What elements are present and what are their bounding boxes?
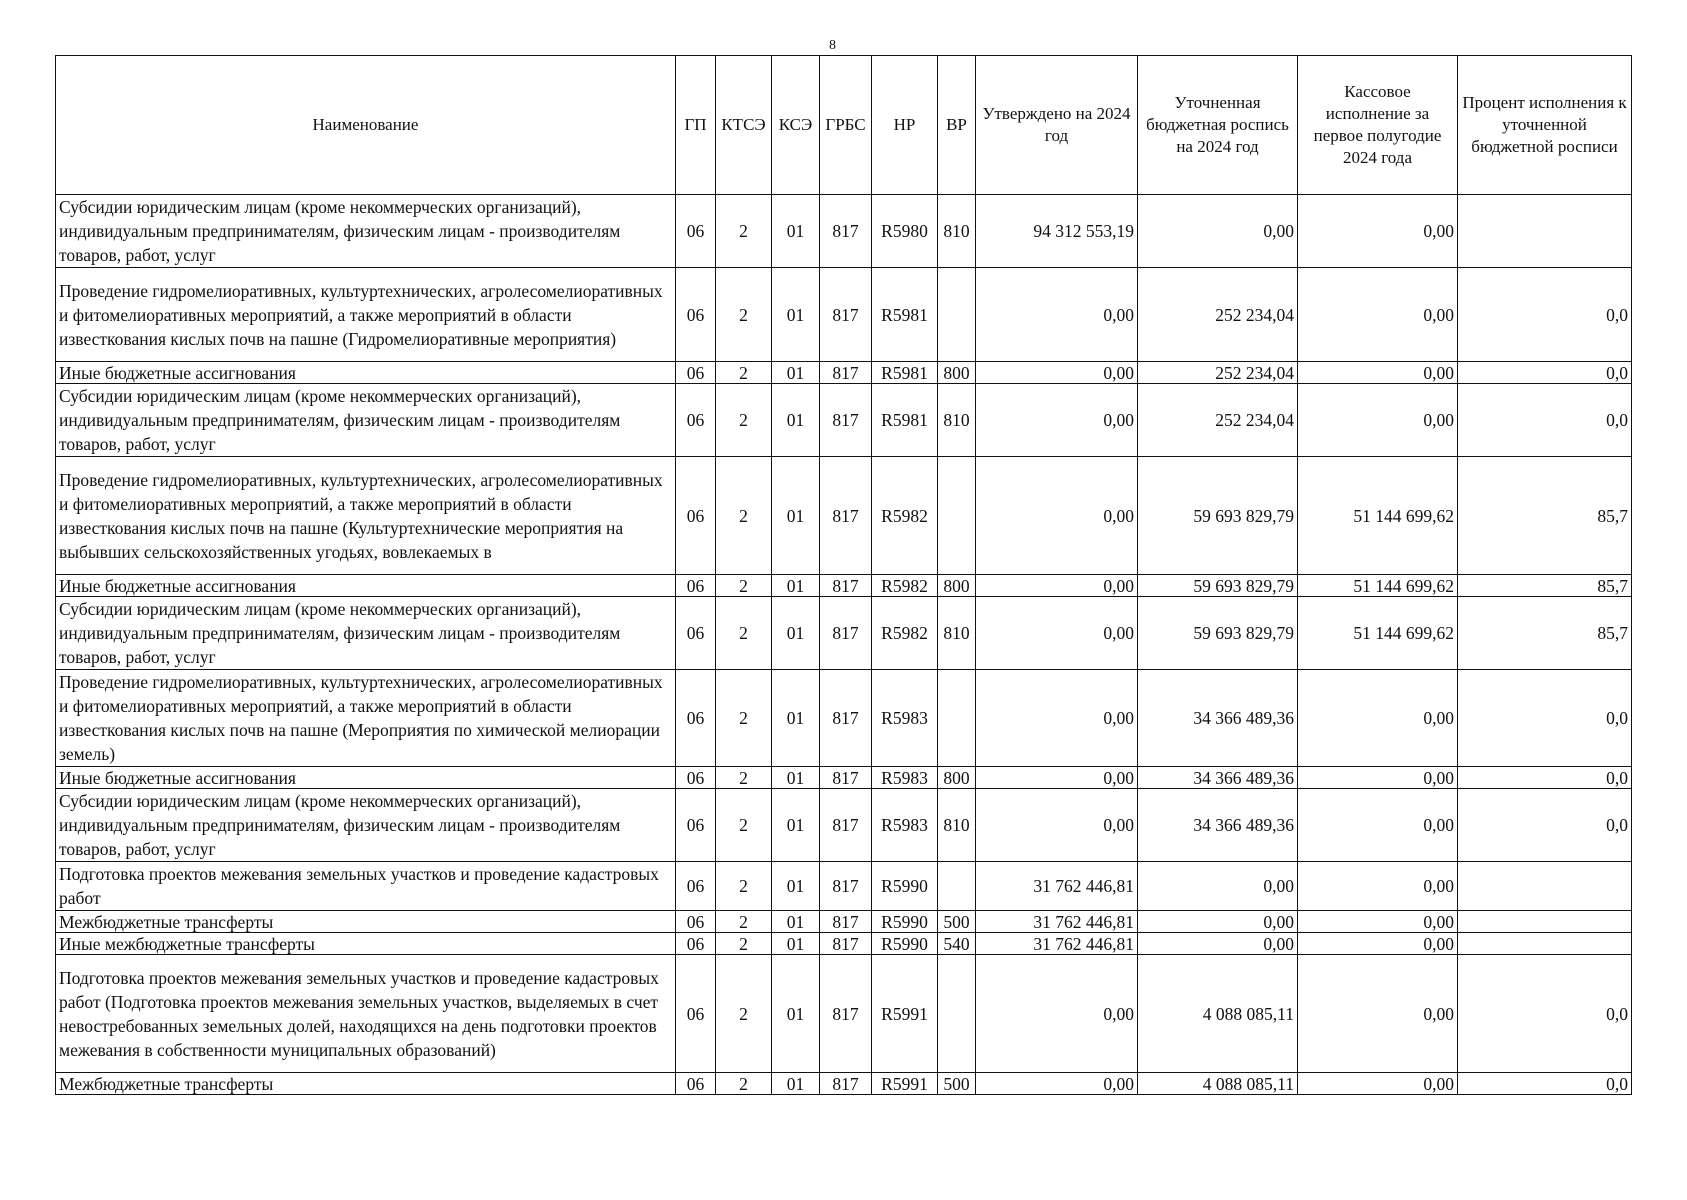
row-grbs-cell: 817	[820, 384, 872, 457]
row-approved-cell: 0,00	[976, 767, 1138, 789]
budget-execution-table	[55, 55, 1632, 1095]
row-percent-cell: 85,7	[1458, 457, 1632, 575]
row-gp-cell: 06	[676, 911, 716, 933]
row-kse-cell: 01	[772, 457, 820, 575]
table-row	[56, 597, 1632, 670]
row-kse-cell: 01	[772, 955, 820, 1073]
row-cash-cell: 51 144 699,62	[1298, 575, 1458, 597]
row-approved-cell: 0,00	[976, 362, 1138, 384]
row-gp-cell: 06	[676, 1073, 716, 1095]
table-row	[56, 457, 1632, 575]
row-cash-cell: 0,00	[1298, 789, 1458, 862]
row-approved-cell: 31 762 446,81	[976, 911, 1138, 933]
row-np-cell: R5983	[872, 767, 938, 789]
row-approved-cell: 0,00	[976, 575, 1138, 597]
row-percent-cell: 0,0	[1458, 384, 1632, 457]
row-grbs-cell: 817	[820, 362, 872, 384]
table-row	[56, 767, 1632, 789]
row-ktse-cell: 2	[716, 911, 772, 933]
column-header-kse: КСЭ	[772, 56, 820, 195]
table-row	[56, 789, 1632, 862]
row-ktse-cell: 2	[716, 597, 772, 670]
row-ktse-cell: 2	[716, 670, 772, 767]
row-name-cell: Субсидии юридическим лицам (кроме некоммерческих организаций), индивидуальным предпринимателям, физическим лицам - производителям товаров, работ, услуг	[56, 597, 676, 670]
row-ktse-cell: 2	[716, 362, 772, 384]
row-name-cell: Проведение гидромелиоративных, культуртехнических, агролесомелиоративных и фитомелиоративных мероприятий, а также мероприятий в области известкования кислых почв на пашне (Мероприятия по химической мелиорации земель)	[56, 670, 676, 767]
row-percent-cell: 85,7	[1458, 575, 1632, 597]
row-vr-cell: 810	[938, 384, 976, 457]
row-vr-cell: 800	[938, 767, 976, 789]
row-kse-cell: 01	[772, 789, 820, 862]
row-ktse-cell: 2	[716, 789, 772, 862]
row-grbs-cell: 817	[820, 767, 872, 789]
row-cash-cell: 51 144 699,62	[1298, 457, 1458, 575]
row-cash-cell: 0,00	[1298, 384, 1458, 457]
row-refined-cell: 59 693 829,79	[1138, 597, 1298, 670]
row-gp-cell: 06	[676, 384, 716, 457]
table-row	[56, 955, 1632, 1073]
row-percent-cell: 0,0	[1458, 268, 1632, 362]
row-refined-cell: 4 088 085,11	[1138, 1073, 1298, 1095]
row-np-cell: R5983	[872, 670, 938, 767]
row-vr-cell: 500	[938, 911, 976, 933]
row-refined-cell: 252 234,04	[1138, 362, 1298, 384]
column-header-ktse: КТСЭ	[716, 56, 772, 195]
row-cash-cell: 0,00	[1298, 1073, 1458, 1095]
table-row	[56, 384, 1632, 457]
table-row	[56, 933, 1632, 955]
row-vr-cell	[938, 862, 976, 911]
table-row	[56, 1073, 1632, 1095]
row-kse-cell: 01	[772, 911, 820, 933]
column-header-vr: ВР	[938, 56, 976, 195]
row-percent-cell	[1458, 195, 1632, 268]
row-percent-cell: 0,0	[1458, 1073, 1632, 1095]
row-ktse-cell: 2	[716, 268, 772, 362]
row-refined-cell: 34 366 489,36	[1138, 789, 1298, 862]
column-header-grbs: ГРБС	[820, 56, 872, 195]
row-vr-cell: 800	[938, 362, 976, 384]
row-percent-cell: 0,0	[1458, 362, 1632, 384]
row-vr-cell: 800	[938, 575, 976, 597]
row-np-cell: R5981	[872, 268, 938, 362]
row-vr-cell	[938, 268, 976, 362]
row-approved-cell: 0,00	[976, 789, 1138, 862]
row-kse-cell: 01	[772, 268, 820, 362]
row-cash-cell: 0,00	[1298, 767, 1458, 789]
row-vr-cell	[938, 955, 976, 1073]
row-ktse-cell: 2	[716, 195, 772, 268]
table-row	[56, 670, 1632, 767]
row-grbs-cell: 817	[820, 268, 872, 362]
row-kse-cell: 01	[772, 933, 820, 955]
row-approved-cell: 31 762 446,81	[976, 933, 1138, 955]
row-refined-cell: 4 088 085,11	[1138, 955, 1298, 1073]
row-name-cell: Межбюджетные трансферты	[56, 1073, 676, 1095]
row-vr-cell: 810	[938, 195, 976, 268]
column-header-percent: Процент исполнения к уточненной бюджетной росписи	[1458, 56, 1632, 195]
row-percent-cell	[1458, 911, 1632, 933]
row-ktse-cell: 2	[716, 767, 772, 789]
row-np-cell: R5982	[872, 575, 938, 597]
row-kse-cell: 01	[772, 384, 820, 457]
row-np-cell: R5990	[872, 911, 938, 933]
column-header-cash: Кассовое исполнение за первое полугодие 2024 года	[1298, 56, 1458, 195]
column-header-refined: Уточненная бюджетная роспись на 2024 год	[1138, 56, 1298, 195]
page-number: 8	[829, 38, 836, 53]
row-gp-cell: 06	[676, 195, 716, 268]
row-ktse-cell: 2	[716, 955, 772, 1073]
row-approved-cell: 0,00	[976, 457, 1138, 575]
row-gp-cell: 06	[676, 457, 716, 575]
row-approved-cell: 0,00	[976, 268, 1138, 362]
row-grbs-cell: 817	[820, 933, 872, 955]
row-refined-cell: 252 234,04	[1138, 384, 1298, 457]
table-row	[56, 911, 1632, 933]
row-grbs-cell: 817	[820, 862, 872, 911]
row-name-cell: Субсидии юридическим лицам (кроме некоммерческих организаций), индивидуальным предпринимателям, физическим лицам - производителям товаров, работ, услуг	[56, 195, 676, 268]
row-grbs-cell: 817	[820, 670, 872, 767]
row-grbs-cell: 817	[820, 955, 872, 1073]
row-refined-cell: 34 366 489,36	[1138, 767, 1298, 789]
row-cash-cell: 0,00	[1298, 268, 1458, 362]
row-refined-cell: 0,00	[1138, 933, 1298, 955]
table-row	[56, 362, 1632, 384]
row-cash-cell: 0,00	[1298, 911, 1458, 933]
row-grbs-cell: 817	[820, 575, 872, 597]
row-gp-cell: 06	[676, 933, 716, 955]
row-gp-cell: 06	[676, 767, 716, 789]
row-name-cell: Проведение гидромелиоративных, культуртехнических, агролесомелиоративных и фитомелиоративных мероприятий, а также мероприятий в области известкования кислых почв на пашне (Гидромелиоративные мероприятия)	[56, 268, 676, 362]
row-name-cell: Субсидии юридическим лицам (кроме некоммерческих организаций), индивидуальным предпринимателям, физическим лицам - производителям товаров, работ, услуг	[56, 789, 676, 862]
row-ktse-cell: 2	[716, 575, 772, 597]
row-cash-cell: 0,00	[1298, 195, 1458, 268]
row-np-cell: R5981	[872, 362, 938, 384]
row-grbs-cell: 817	[820, 789, 872, 862]
row-refined-cell: 59 693 829,79	[1138, 457, 1298, 575]
row-refined-cell: 34 366 489,36	[1138, 670, 1298, 767]
row-refined-cell: 59 693 829,79	[1138, 575, 1298, 597]
column-header-np: НР	[872, 56, 938, 195]
row-percent-cell: 0,0	[1458, 767, 1632, 789]
row-np-cell: R5991	[872, 1073, 938, 1095]
row-percent-cell	[1458, 933, 1632, 955]
row-name-cell: Подготовка проектов межевания земельных участков и проведение кадастровых работ (Подготовка проектов межевания земельных участков, выделяемых в счет невостребованных земельных долей, находящихся на день подготовки проектов межевания в собственности муниципальных образований)	[56, 955, 676, 1073]
row-name-cell: Подготовка проектов межевания земельных участков и проведение кадастровых работ	[56, 862, 676, 911]
row-cash-cell: 0,00	[1298, 955, 1458, 1073]
row-gp-cell: 06	[676, 955, 716, 1073]
row-cash-cell: 0,00	[1298, 362, 1458, 384]
row-percent-cell: 85,7	[1458, 597, 1632, 670]
table-row	[56, 195, 1632, 268]
row-vr-cell: 810	[938, 789, 976, 862]
row-vr-cell	[938, 457, 976, 575]
row-cash-cell: 0,00	[1298, 670, 1458, 767]
row-name-cell: Иные бюджетные ассигнования	[56, 767, 676, 789]
row-grbs-cell: 817	[820, 457, 872, 575]
table-header-row	[56, 56, 1632, 195]
row-approved-cell: 0,00	[976, 670, 1138, 767]
row-gp-cell: 06	[676, 597, 716, 670]
row-percent-cell	[1458, 862, 1632, 911]
table-body	[56, 195, 1632, 1095]
row-name-cell: Иные бюджетные ассигнования	[56, 575, 676, 597]
row-gp-cell: 06	[676, 670, 716, 767]
row-cash-cell: 51 144 699,62	[1298, 597, 1458, 670]
row-grbs-cell: 817	[820, 195, 872, 268]
row-cash-cell: 0,00	[1298, 862, 1458, 911]
row-cash-cell: 0,00	[1298, 933, 1458, 955]
column-header-approved: Утверждено на 2024 год	[976, 56, 1138, 195]
row-gp-cell: 06	[676, 575, 716, 597]
table-row	[56, 575, 1632, 597]
row-refined-cell: 0,00	[1138, 862, 1298, 911]
row-np-cell: R5990	[872, 933, 938, 955]
row-grbs-cell: 817	[820, 1073, 872, 1095]
row-vr-cell: 540	[938, 933, 976, 955]
row-refined-cell: 0,00	[1138, 195, 1298, 268]
row-kse-cell: 01	[772, 362, 820, 384]
row-ktse-cell: 2	[716, 384, 772, 457]
row-approved-cell: 94 312 553,19	[976, 195, 1138, 268]
row-kse-cell: 01	[772, 767, 820, 789]
row-kse-cell: 01	[772, 1073, 820, 1095]
row-gp-cell: 06	[676, 362, 716, 384]
column-header-gp: ГП	[676, 56, 716, 195]
row-name-cell: Иные межбюджетные трансферты	[56, 933, 676, 955]
row-np-cell: R5980	[872, 195, 938, 268]
row-gp-cell: 06	[676, 268, 716, 362]
table-row	[56, 268, 1632, 362]
row-approved-cell: 0,00	[976, 1073, 1138, 1095]
row-np-cell: R5982	[872, 457, 938, 575]
row-np-cell: R5981	[872, 384, 938, 457]
row-ktse-cell: 2	[716, 862, 772, 911]
row-kse-cell: 01	[772, 862, 820, 911]
row-percent-cell: 0,0	[1458, 955, 1632, 1073]
row-grbs-cell: 817	[820, 911, 872, 933]
row-vr-cell: 810	[938, 597, 976, 670]
row-gp-cell: 06	[676, 789, 716, 862]
row-vr-cell: 500	[938, 1073, 976, 1095]
row-name-cell: Иные бюджетные ассигнования	[56, 362, 676, 384]
row-percent-cell: 0,0	[1458, 670, 1632, 767]
row-name-cell: Субсидии юридическим лицам (кроме некоммерческих организаций), индивидуальным предпринимателям, физическим лицам - производителям товаров, работ, услуг	[56, 384, 676, 457]
row-approved-cell: 0,00	[976, 597, 1138, 670]
row-ktse-cell: 2	[716, 1073, 772, 1095]
row-ktse-cell: 2	[716, 933, 772, 955]
row-approved-cell: 31 762 446,81	[976, 862, 1138, 911]
row-ktse-cell: 2	[716, 457, 772, 575]
row-np-cell: R5982	[872, 597, 938, 670]
row-grbs-cell: 817	[820, 597, 872, 670]
row-approved-cell: 0,00	[976, 384, 1138, 457]
row-kse-cell: 01	[772, 195, 820, 268]
row-kse-cell: 01	[772, 670, 820, 767]
row-refined-cell: 252 234,04	[1138, 268, 1298, 362]
row-kse-cell: 01	[772, 575, 820, 597]
row-name-cell: Межбюджетные трансферты	[56, 911, 676, 933]
row-refined-cell: 0,00	[1138, 911, 1298, 933]
table-row	[56, 862, 1632, 911]
row-np-cell: R5990	[872, 862, 938, 911]
row-percent-cell: 0,0	[1458, 789, 1632, 862]
row-kse-cell: 01	[772, 597, 820, 670]
column-header-name: Наименование	[56, 56, 676, 195]
row-np-cell: R5991	[872, 955, 938, 1073]
row-name-cell: Проведение гидромелиоративных, культуртехнических, агролесомелиоративных и фитомелиоративных мероприятий, а также мероприятий в области известкования кислых почв на пашне (Культуртехнические мероприятия на выбывших сельскохозяйственных угодьях, вовлекаемых в	[56, 457, 676, 575]
row-vr-cell	[938, 670, 976, 767]
row-gp-cell: 06	[676, 862, 716, 911]
row-np-cell: R5983	[872, 789, 938, 862]
row-approved-cell: 0,00	[976, 955, 1138, 1073]
